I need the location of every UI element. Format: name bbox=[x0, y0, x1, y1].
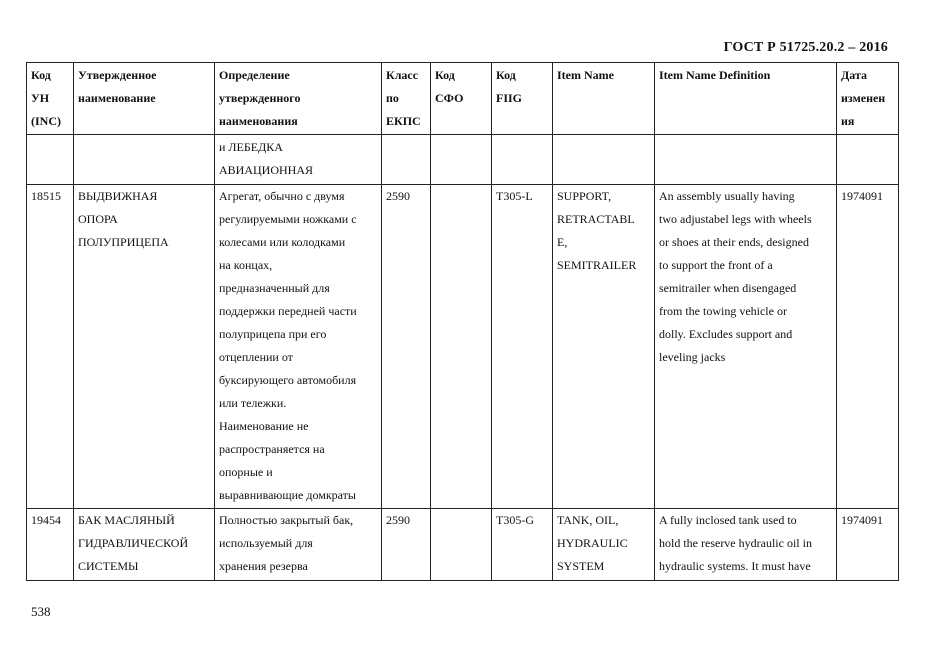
table-row-continuation bbox=[27, 135, 899, 185]
cell-text-line: СИСТЕМЫ bbox=[78, 559, 139, 573]
cell-text-line: Item Name Definition bbox=[659, 68, 771, 82]
cell-text-line: опорные и bbox=[219, 465, 273, 479]
cell-text-line: изменен bbox=[841, 91, 886, 105]
cell-text-line: хранения резерва bbox=[219, 559, 308, 573]
cell-text-line: E, bbox=[557, 235, 568, 249]
cell-text-line: A fully inclosed tank used to bbox=[659, 513, 797, 527]
cell-sfo bbox=[431, 509, 492, 581]
cell-class: 2590 bbox=[382, 509, 431, 581]
cell-text-line: ВЫДВИЖНАЯ bbox=[78, 189, 158, 203]
cell-text-line: поддержки передней части bbox=[219, 304, 357, 318]
cell-text-line: Код bbox=[496, 68, 516, 82]
cell-text-line: from the towing vehicle or bbox=[659, 304, 787, 318]
cell-text-line: распространяется на bbox=[219, 442, 325, 456]
cell-text-line: колесами или колодками bbox=[219, 235, 346, 249]
cell-sfo bbox=[431, 185, 492, 509]
col-header-change-date bbox=[837, 63, 899, 135]
page-number: 538 bbox=[31, 604, 51, 619]
cell-text-line: dolly. Excludes support and bbox=[659, 327, 793, 341]
cell-text-line: FIIG bbox=[496, 91, 523, 105]
cell-text-line: и ЛЕБЕДКА bbox=[219, 140, 283, 154]
cell-text-line: используемый для bbox=[219, 536, 313, 550]
cell-definition bbox=[215, 135, 382, 185]
cell-date: 1974091 bbox=[837, 509, 899, 581]
cell-text-line: на концах, bbox=[219, 258, 273, 272]
cell-item-def bbox=[655, 185, 837, 509]
catalog-table bbox=[26, 62, 899, 581]
table-row bbox=[27, 185, 899, 509]
cell-text-line: буксирующего автомобиля bbox=[219, 373, 357, 387]
cell-fiig: T305-G bbox=[492, 509, 553, 581]
col-header-definition bbox=[215, 63, 382, 135]
cell-sfo bbox=[431, 135, 492, 185]
cell-text-line: регулируемыми ножками с bbox=[219, 212, 357, 226]
cell-text-line: полуприцепа при его bbox=[219, 327, 327, 341]
cell-text-line: отцеплении от bbox=[219, 350, 293, 364]
cell-text-line: АВИАЦИОННАЯ bbox=[219, 163, 314, 177]
cell-class: 2590 bbox=[382, 185, 431, 509]
col-header-fiig-code bbox=[492, 63, 553, 135]
cell-text-line: to support the front of a bbox=[659, 258, 773, 272]
cell-text-line: SEMITRAILER bbox=[557, 258, 637, 272]
cell-text-line: наименование bbox=[78, 91, 156, 105]
cell-text-line: Item Name bbox=[557, 68, 614, 82]
col-header-ekps-class bbox=[382, 63, 431, 135]
cell-text-line: ЕКПС bbox=[386, 114, 421, 128]
cell-text-line: ОПОРА bbox=[78, 212, 118, 226]
cell-text-line: наименования bbox=[219, 114, 298, 128]
cell-text-line: Класс bbox=[386, 68, 419, 82]
cell-class bbox=[382, 135, 431, 185]
cell-fiig bbox=[492, 135, 553, 185]
cell-text-line: Дата bbox=[841, 68, 867, 82]
cell-text-line: утвержденного bbox=[219, 91, 301, 105]
cell-text-line: ПОЛУПРИЦЕПА bbox=[78, 235, 169, 249]
cell-text-line: Полностью закрытый бак, bbox=[219, 513, 354, 527]
cell-text-line: СФО bbox=[435, 91, 464, 105]
cell-text-line: ия bbox=[841, 114, 855, 128]
cell-text-line: SUPPORT, bbox=[557, 189, 612, 203]
cell-text-line: Наименование не bbox=[219, 419, 309, 433]
cell-text-line: SYSTEM bbox=[557, 559, 605, 573]
table-header-row bbox=[27, 63, 899, 135]
col-header-inc bbox=[27, 63, 74, 135]
cell-text-line: or shoes at their ends, designed bbox=[659, 235, 809, 249]
cell-text-line: Код bbox=[31, 68, 51, 82]
cell-text-line: Код bbox=[435, 68, 455, 82]
cell-text-line: ГИДРАВЛИЧЕСКОЙ bbox=[78, 536, 189, 550]
cell-text-line: HYDRAULIC bbox=[557, 536, 628, 550]
cell-item-name bbox=[553, 185, 655, 509]
cell-text-line: по bbox=[386, 91, 399, 105]
cell-text-line: БАК МАСЛЯНЫЙ bbox=[78, 513, 175, 527]
cell-text-line: (INC) bbox=[31, 114, 61, 128]
col-header-item-name bbox=[553, 63, 655, 135]
cell-text-line: An assembly usually having bbox=[659, 189, 795, 203]
col-header-sfo-code bbox=[431, 63, 492, 135]
cell-text-line: semitrailer when disengaged bbox=[659, 281, 797, 295]
cell-inc: 19454 bbox=[27, 509, 74, 581]
cell-definition bbox=[215, 185, 382, 509]
cell-text-line: hold the reserve hydraulic oil in bbox=[659, 536, 812, 550]
cell-text-line: Определение bbox=[219, 68, 290, 82]
col-header-approved-name bbox=[74, 63, 215, 135]
col-header-item-name-definition bbox=[655, 63, 837, 135]
cell-inc: 18515 bbox=[27, 185, 74, 509]
cell-name bbox=[74, 509, 215, 581]
cell-item-def bbox=[655, 135, 837, 185]
table-row bbox=[27, 509, 899, 581]
cell-name bbox=[74, 185, 215, 509]
cell-text-line: hydraulic systems. It must have bbox=[659, 559, 811, 573]
cell-text-line: выравнивающие домкраты bbox=[219, 488, 356, 502]
cell-inc bbox=[27, 135, 74, 185]
cell-text-line: leveling jacks bbox=[659, 350, 726, 364]
cell-text-line: Утвержденное bbox=[78, 68, 157, 82]
document-standard-header: ГОСТ Р 51725.20.2 – 2016 bbox=[723, 40, 888, 55]
cell-text-line: two adjustabel legs with wheels bbox=[659, 212, 812, 226]
cell-text-line: предназначенный для bbox=[219, 281, 330, 295]
cell-text-line: УН bbox=[31, 91, 50, 105]
cell-date: 1974091 bbox=[837, 185, 899, 509]
cell-definition bbox=[215, 509, 382, 581]
cell-text-line: или тележки. bbox=[219, 396, 287, 410]
cell-item-name bbox=[553, 509, 655, 581]
cell-item-def bbox=[655, 509, 837, 581]
cell-text-line: Агрегат, обычно с двумя bbox=[219, 189, 345, 203]
cell-fiig: T305-L bbox=[492, 185, 553, 509]
cell-text-line: TANK, OIL, bbox=[557, 513, 619, 527]
cell-date bbox=[837, 135, 899, 185]
cell-item-name bbox=[553, 135, 655, 185]
cell-name bbox=[74, 135, 215, 185]
cell-text-line: RETRACTABL bbox=[557, 212, 635, 226]
